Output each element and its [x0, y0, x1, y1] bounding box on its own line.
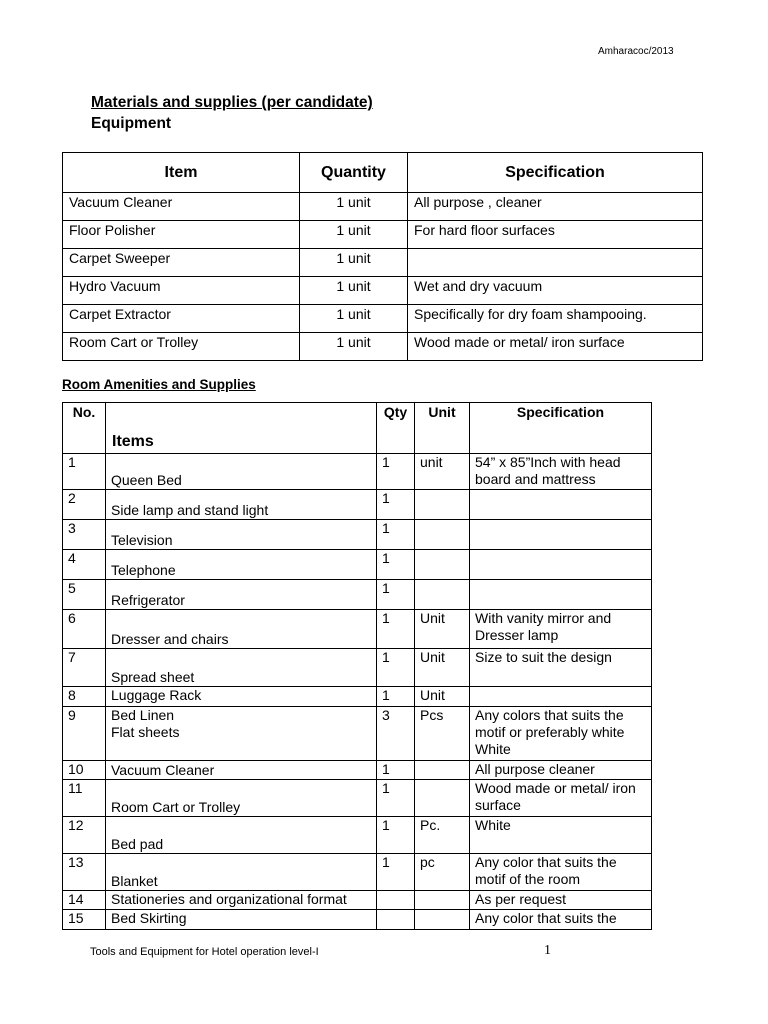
no-cell: 15	[63, 910, 106, 930]
quantity-cell: 1 unit	[300, 249, 408, 277]
item-cell: Spread sheet	[106, 649, 377, 687]
table-row	[63, 305, 703, 333]
item-cell: Floor Polisher	[63, 221, 300, 249]
equipment-header-row	[63, 153, 703, 193]
item-cell: Room Cart or Trolley	[106, 780, 377, 817]
spec-cell: White	[470, 817, 652, 854]
unit-cell	[415, 910, 470, 930]
col-header-specification: Specification	[408, 153, 703, 193]
unit-cell	[415, 761, 470, 780]
item-cell: Television	[106, 520, 377, 550]
no-cell: 8	[63, 687, 106, 707]
spec-cell: All purpose , cleaner	[408, 193, 703, 221]
unit-cell: Pc.	[415, 817, 470, 854]
qty-cell: 1	[377, 649, 415, 687]
page-subtitle: Equipment	[91, 115, 172, 132]
equipment-table	[62, 152, 703, 361]
table-row	[63, 277, 703, 305]
item-cell: Room Cart or Trolley	[63, 333, 300, 361]
unit-cell	[415, 520, 470, 550]
unit-cell: Unit	[415, 687, 470, 707]
no-cell: 4	[63, 550, 106, 580]
footer-text: Tools and Equipment for Hotel operation level-I	[90, 946, 319, 958]
quantity-cell: 1 unit	[300, 333, 408, 361]
col-header-specification: Specification	[470, 403, 652, 454]
unit-cell: pc	[415, 854, 470, 891]
unit-cell	[415, 550, 470, 580]
item-cell: Hydro Vacuum	[63, 277, 300, 305]
item-cell: Vacuum Cleaner	[63, 193, 300, 221]
spec-cell	[470, 520, 652, 550]
unit-cell	[415, 580, 470, 610]
table-row	[63, 649, 652, 687]
unit-cell: Unit	[415, 649, 470, 687]
table-row	[63, 910, 652, 930]
spec-cell: 54” x 85”Inch with head board and mattress	[470, 454, 652, 490]
amenities-title: Room Amenities and Supplies	[62, 377, 256, 392]
table-row	[63, 854, 652, 891]
qty-cell	[377, 891, 415, 910]
quantity-cell: 1 unit	[300, 305, 408, 333]
table-row	[63, 610, 652, 649]
unit-cell: unit	[415, 454, 470, 490]
spec-cell	[470, 490, 652, 520]
no-cell: 9	[63, 707, 106, 761]
quantity-cell: 1 unit	[300, 221, 408, 249]
table-row	[63, 780, 652, 817]
amenities-table	[62, 402, 652, 930]
qty-cell: 3	[377, 707, 415, 761]
unit-cell	[415, 490, 470, 520]
table-row	[63, 193, 703, 221]
table-row	[63, 221, 703, 249]
page-title: Materials and supplies (per candidate)	[91, 94, 373, 111]
quantity-cell: 1 unit	[300, 277, 408, 305]
col-header-quantity: Quantity	[300, 153, 408, 193]
col-header-qty: Qty	[377, 403, 415, 454]
spec-cell: With vanity mirror and Dresser lamp	[470, 610, 652, 649]
qty-cell: 1	[377, 580, 415, 610]
item-cell: Bed Linen Flat sheets	[106, 707, 377, 761]
page-number: 1	[544, 943, 551, 958]
qty-cell: 1	[377, 490, 415, 520]
no-cell: 10	[63, 761, 106, 780]
spec-cell: Specifically for dry foam shampooing.	[408, 305, 703, 333]
item-cell: Dresser and chairs	[106, 610, 377, 649]
item-cell: Telephone	[106, 550, 377, 580]
qty-cell: 1	[377, 761, 415, 780]
col-header-unit: Unit	[415, 403, 470, 454]
spec-cell: As per request	[470, 891, 652, 910]
item-cell: Side lamp and stand light	[106, 490, 377, 520]
spec-cell: Wood made or metal/ iron surface	[470, 780, 652, 817]
spec-cell: Any color that suits the motif of the room	[470, 854, 652, 891]
table-row	[63, 707, 652, 761]
table-row	[63, 454, 652, 490]
table-row	[63, 249, 703, 277]
spec-cell: Any colors that suits the motif or preferably white White	[470, 707, 652, 761]
qty-cell: 1	[377, 550, 415, 580]
unit-cell	[415, 780, 470, 817]
col-header-items: Items	[106, 403, 377, 454]
no-cell: 5	[63, 580, 106, 610]
qty-cell: 1	[377, 520, 415, 550]
spec-cell: Wet and dry vacuum	[408, 277, 703, 305]
unit-cell	[415, 891, 470, 910]
quantity-cell: 1 unit	[300, 193, 408, 221]
table-row	[63, 333, 703, 361]
spec-cell: Size to suit the design	[470, 649, 652, 687]
spec-cell: Any color that suits the	[470, 910, 652, 930]
qty-cell: 1	[377, 854, 415, 891]
no-cell: 7	[63, 649, 106, 687]
no-cell: 6	[63, 610, 106, 649]
qty-cell: 1	[377, 687, 415, 707]
table-row	[63, 817, 652, 854]
item-cell: Luggage Rack	[106, 687, 377, 707]
item-cell: Stationeries and organizational format	[106, 891, 377, 910]
spec-cell	[470, 550, 652, 580]
table-row	[63, 761, 652, 780]
item-cell: Carpet Extractor	[63, 305, 300, 333]
spec-cell: For hard floor surfaces	[408, 221, 703, 249]
no-cell: 11	[63, 780, 106, 817]
header-code: Amharacoc/2013	[598, 46, 674, 57]
col-header-no: No.	[63, 403, 106, 454]
col-header-item: Item	[63, 153, 300, 193]
qty-cell: 1	[377, 454, 415, 490]
spec-cell	[408, 249, 703, 277]
spec-cell	[470, 687, 652, 707]
no-cell: 1	[63, 454, 106, 490]
table-row	[63, 891, 652, 910]
table-row	[63, 687, 652, 707]
item-cell: Blanket	[106, 854, 377, 891]
unit-cell: Unit	[415, 610, 470, 649]
no-cell: 3	[63, 520, 106, 550]
no-cell: 12	[63, 817, 106, 854]
table-row	[63, 520, 652, 550]
unit-cell: Pcs	[415, 707, 470, 761]
qty-cell	[377, 910, 415, 930]
no-cell: 14	[63, 891, 106, 910]
spec-cell: All purpose cleaner	[470, 761, 652, 780]
table-row	[63, 550, 652, 580]
item-cell: Bed pad	[106, 817, 377, 854]
qty-cell: 1	[377, 610, 415, 649]
amenities-header-row	[63, 403, 652, 454]
no-cell: 13	[63, 854, 106, 891]
item-cell: Vacuum Cleaner	[106, 761, 377, 780]
spec-cell: Wood made or metal/ iron surface	[408, 333, 703, 361]
no-cell: 2	[63, 490, 106, 520]
table-row	[63, 580, 652, 610]
table-row	[63, 490, 652, 520]
qty-cell: 1	[377, 780, 415, 817]
item-cell: Carpet Sweeper	[63, 249, 300, 277]
spec-cell	[470, 580, 652, 610]
item-cell: Bed Skirting	[106, 910, 377, 930]
qty-cell: 1	[377, 817, 415, 854]
item-cell: Refrigerator	[106, 580, 377, 610]
item-cell: Queen Bed	[106, 454, 377, 490]
